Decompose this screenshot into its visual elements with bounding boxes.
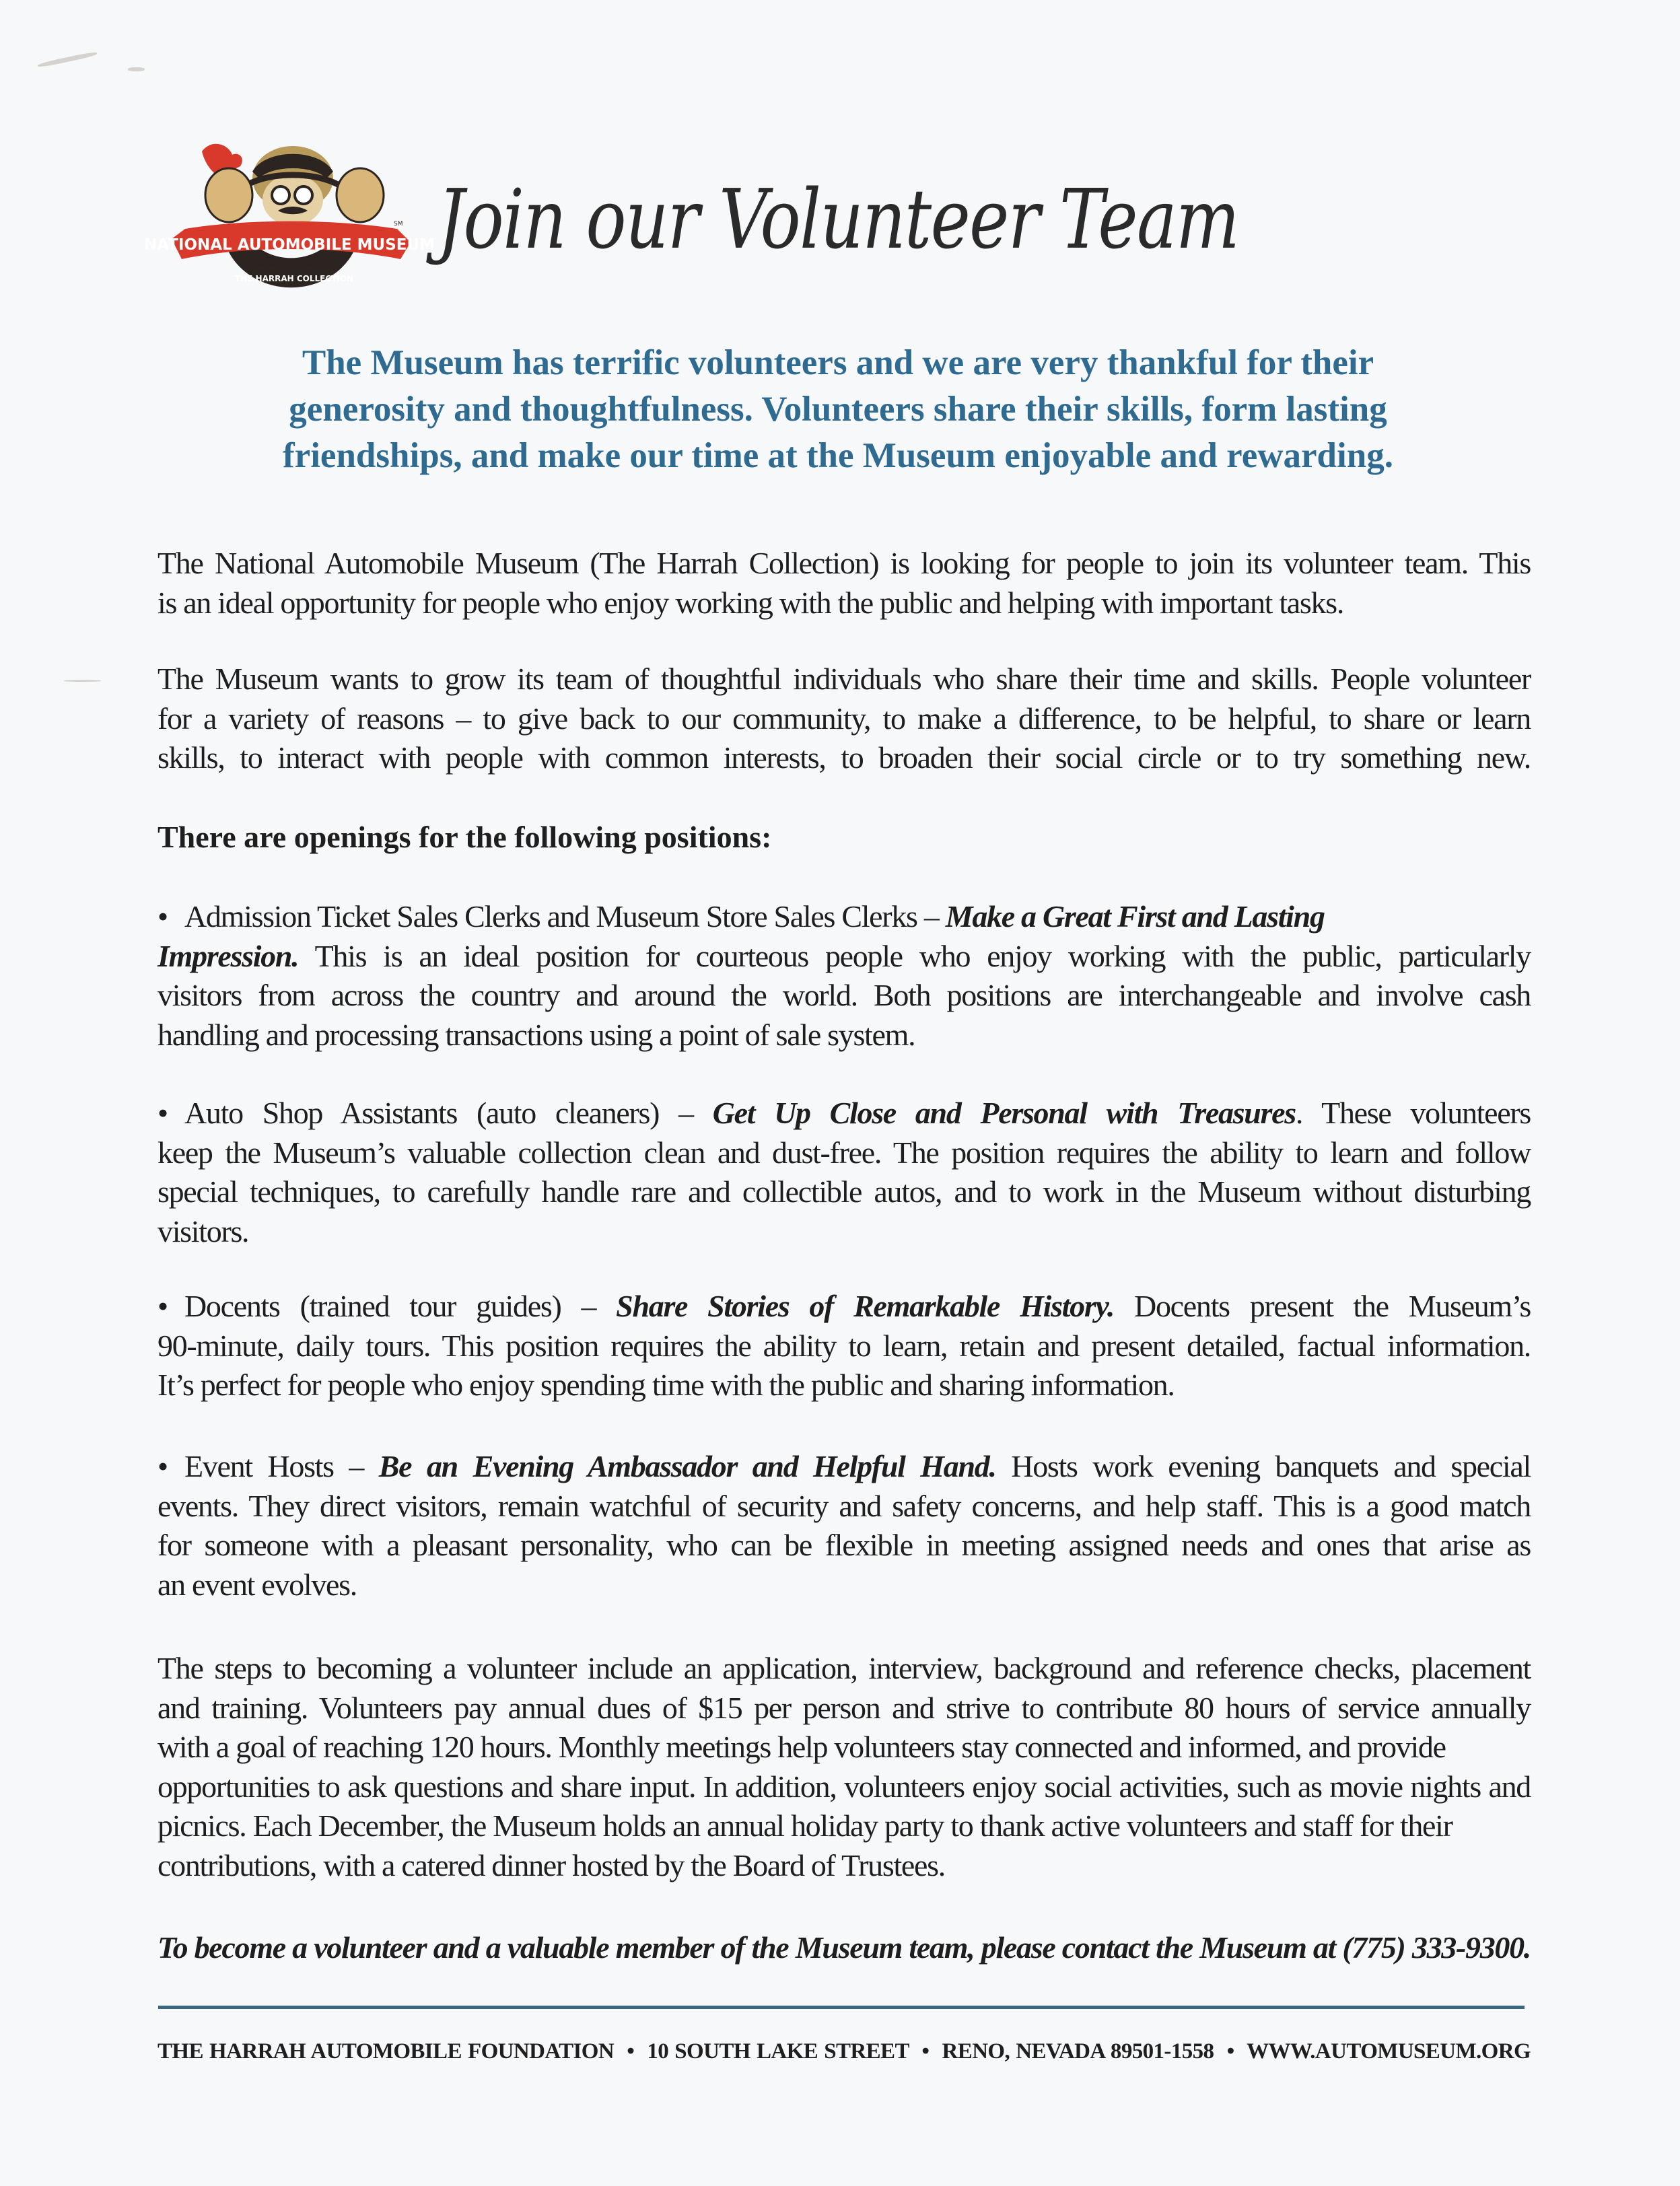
intro-paragraph-1 [158,544,1531,623]
museum-logo [143,125,435,286]
text-line: The steps to becoming a volunteer include an application, interview, background and reference checks, placement [158,1651,1531,1685]
logo-graphic [143,125,435,286]
footer-website[interactable]: WWW.AUTOMUSEUM.ORG [1247,2039,1531,2064]
position-item [158,897,1531,1055]
footer-city: RENO, NEVADA 89501-1558 [942,2039,1214,2064]
text-fragment: Docents present the Museum’s [1114,1289,1531,1323]
position-item [158,1287,1531,1405]
position-name: Event Hosts – [184,1449,379,1483]
text-line: with a goal of reaching 120 hours. Monthly meetings help volunteers stay connected and informed, and provide [158,1730,1446,1764]
scan-smudge [128,67,145,71]
text-line: visitors. [158,1213,249,1248]
text-line: is an ideal opportunity for people who enjoy working with the public and helping with important tasks. [158,585,1344,620]
text-line: picnics. Each December, the Museum holds an annual holiday party to thank active volunteers and staff for their [158,1808,1452,1843]
position-first-line [158,1447,1531,1487]
position-first-line [158,1094,1531,1133]
text-fragment: . These volunteers [1295,1096,1531,1130]
position-first-line [158,897,1531,937]
position-item [158,1094,1531,1251]
position-tagline: Share Stories of Remarkable History. [616,1289,1115,1323]
lead-line: generosity and thoughtfulness. Volunteers share their skills, form lasting [289,390,1387,429]
footer-org: THE HARRAH AUTOMOBILE FOUNDATION [158,2039,615,2064]
position-tagline: Impression. [158,938,299,973]
bullet-icon: • [158,1449,168,1483]
text-fragment: This is an ideal position for courteous people who enjoy working with the public, particularly [298,938,1531,973]
footer-street: 10 SOUTH LAKE STREET [647,2039,909,2064]
footer-divider [158,2006,1525,2009]
separator-dot-icon: • [627,2039,635,2064]
position-item [158,1447,1531,1605]
text-line [158,937,1531,977]
logo-name: NATIONAL AUTOMOBILE MUSEUM [143,236,435,254]
lead-paragraph [222,340,1454,479]
text-line: for someone with a pleasant personality, who can be flexible in meeting assigned needs and ones that arise as [158,1528,1531,1562]
separator-dot-icon: • [921,2039,930,2064]
intro-paragraph-2 [158,660,1531,778]
position-first-line [158,1287,1531,1327]
positions-heading: There are openings for the following positions: [158,820,772,854]
text-line: handling and processing transactions using a point of sale system. [158,1017,915,1052]
logo-location: RENO, NEVADA [258,260,327,269]
bullet-icon: • [158,899,168,933]
text-line: opportunities to ask questions and share input. In addition, volunteers enjoy social activities, such as movie nights and [158,1769,1531,1804]
logo-service-mark: SM [394,221,403,227]
text-line: an event evolves. [158,1567,357,1602]
logo-collection: THE HARRAH COLLECTION [234,274,354,283]
contact-text: To become a volunteer and a valuable member of the Museum team, please contact the Museum at (775) 333-9300. [158,1930,1531,1965]
scan-smudge [37,51,97,69]
text-line: visitors from across the country and around the world. Both positions are interchangeable and involve cash [158,978,1531,1012]
text-line: skills, to interact with people with common interests, to broaden their social circle or to try something new. [158,740,1531,775]
position-name: Admission Ticket Sales Clerks and Museum Store Sales Clerks – [184,899,946,933]
position-tagline: Make a Great First and Lasting [945,899,1325,933]
text-line: The Museum wants to grow its team of thoughtful individuals who share their time and skills. People volunteer [158,662,1531,696]
separator-dot-icon: • [1226,2039,1234,2064]
position-name: Auto Shop Assistants (auto cleaners) – [184,1096,713,1130]
text-line: It’s perfect for people who enjoy spending time with the public and sharing information. [158,1368,1175,1402]
text-line: special techniques, to carefully handle rare and collectible autos, and to work in the Museum without disturbing [158,1174,1531,1209]
text-line: and training. Volunteers pay annual dues of $15 per person and strive to contribute 80 hours of service annually [158,1690,1531,1725]
position-tagline: Be an Evening Ambassador and Helpful Hand. [378,1449,996,1483]
page-title: Join our Volunteer Team [438,172,1239,267]
text-line: The National Automobile Museum (The Harrah Collection) is looking for people to join its volunteer team. This [158,546,1531,580]
text-line: events. They direct visitors, remain watchful of security and safety concerns, and help staff. This is a good match [158,1488,1531,1523]
lead-line: friendships, and make our time at the Museum enjoyable and rewarding. [283,436,1393,475]
footer-address [158,2039,1531,2064]
scan-smudge [64,680,101,682]
lead-line: The Museum has terrific volunteers and we are very thankful for their [302,343,1374,382]
text-line: contributions, with a catered dinner hosted by the Board of Trustees. [158,1847,945,1882]
bullet-icon: • [158,1096,168,1130]
text-line: 90-minute, daily tours. This position requires the ability to learn, retain and present detailed, factual information. [158,1328,1531,1363]
position-name: Docents (trained tour guides) – [184,1289,617,1323]
contact-callout [158,1928,1531,1968]
text-fragment: Hosts work evening banquets and special [995,1449,1531,1483]
text-line: for a variety of reasons – to give back to our community, to make a difference, to be helpful, to share or learn [158,701,1531,736]
position-tagline: Get Up Close and Personal with Treasures [712,1096,1296,1130]
text-line: keep the Museum’s valuable collection clean and dust-free. The position requires the ability to learn and follow [158,1135,1531,1170]
steps-paragraph [158,1649,1531,1885]
bullet-icon: • [158,1289,168,1323]
